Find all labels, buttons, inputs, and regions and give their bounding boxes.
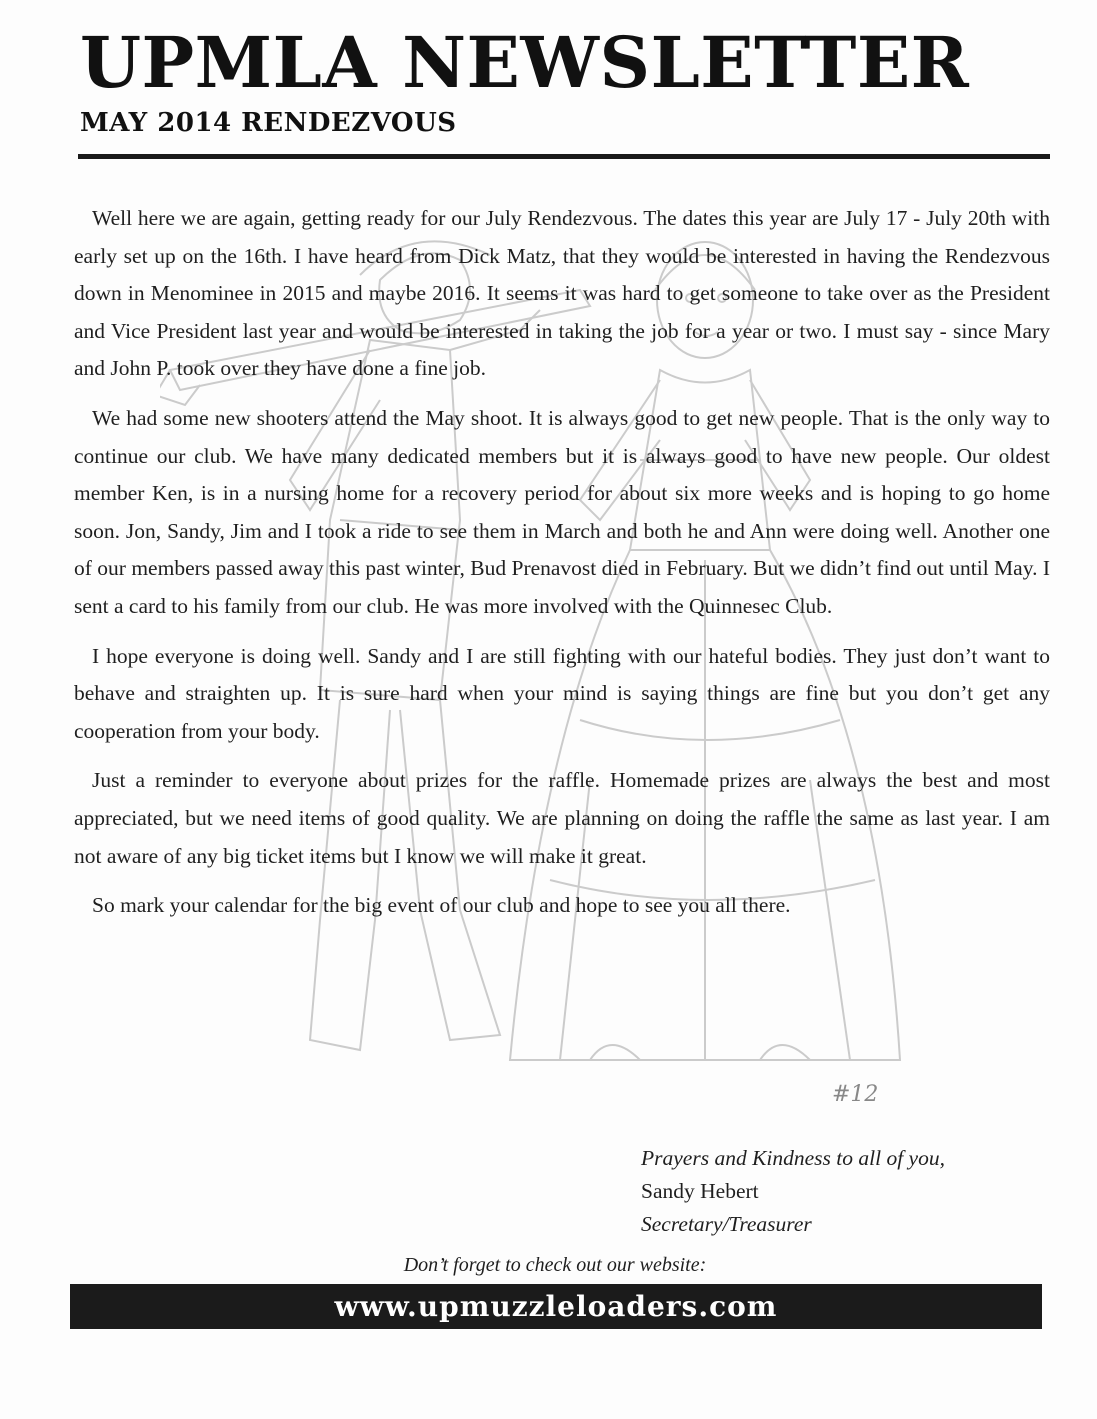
newsletter-body <box>74 200 1050 937</box>
signoff-name: Sandy Hebert <box>641 1179 759 1203</box>
newsletter-subtitle: MAY 2014 RENDEZVOUS <box>80 108 457 138</box>
body-paragraph-1: Well here we are again, getting ready for our July Rendezvous. The dates this year are July 17 - July 20th with early set up on the 16th. I have heard from Dick Matz, that they would be interested in having the Rendezvous down in Menominee in 2015 and maybe 2016. It seems it was hard to get someone to take over as the President and Vice President last year and would be interested in taking the job for a year or two. I must say - since Mary and John P. took over they have done a fine job. <box>74 206 1050 381</box>
masthead-divider <box>78 154 1050 159</box>
body-paragraph-2: We had some new shooters attend the May shoot. It is always good to get new people. That is the only way to continue our club. We have many dedicated members but it is always good to have new people. Our oldest member Ken, is in a nursing home for a recovery period for about six more weeks and is hoping to go home soon. Jon, Sandy, Jim and I took a ride to see them in March and both he and Ann were doing well. Another one of our members passed away this past winter, Bud Prenavost died in February. But we didn’t find out until May. I sent a card to his family from our club. He was more involved with the Quinnesec Club. <box>74 405 1050 618</box>
signoff-role: Secretary/Treasurer <box>641 1212 812 1236</box>
signoff-block <box>641 1142 945 1241</box>
signoff-closing: Prayers and Kindness to all of you, <box>641 1146 945 1170</box>
website-reminder: Don’t forget to check out our website: <box>403 1254 707 1276</box>
website-banner <box>70 1284 1042 1329</box>
handwritten-note: #12 <box>832 1082 879 1107</box>
website-link[interactable]: www.upmuzzleloaders.com <box>334 1290 778 1323</box>
body-paragraph-4: Just a reminder to everyone about prizes for the raffle. Homemade prizes are always the best and most appreciated, but we need items of good quality. We are planning on doing the raffle the same as last year. I am not aware of any big ticket items but I know we will make it great. <box>74 768 1050 868</box>
body-paragraph-5: So mark your calendar for the big event of our club and hope to see you all there. <box>92 893 791 918</box>
body-paragraph-3: I hope everyone is doing well. Sandy and I are still fighting with our hateful bodies. They just don’t want to behave and straighten up. It is sure hard when your mind is saying things are fine but you don’t get any cooperation from your body. <box>74 643 1050 743</box>
newsletter-title: UPMLA NEWSLETTER <box>80 21 970 104</box>
